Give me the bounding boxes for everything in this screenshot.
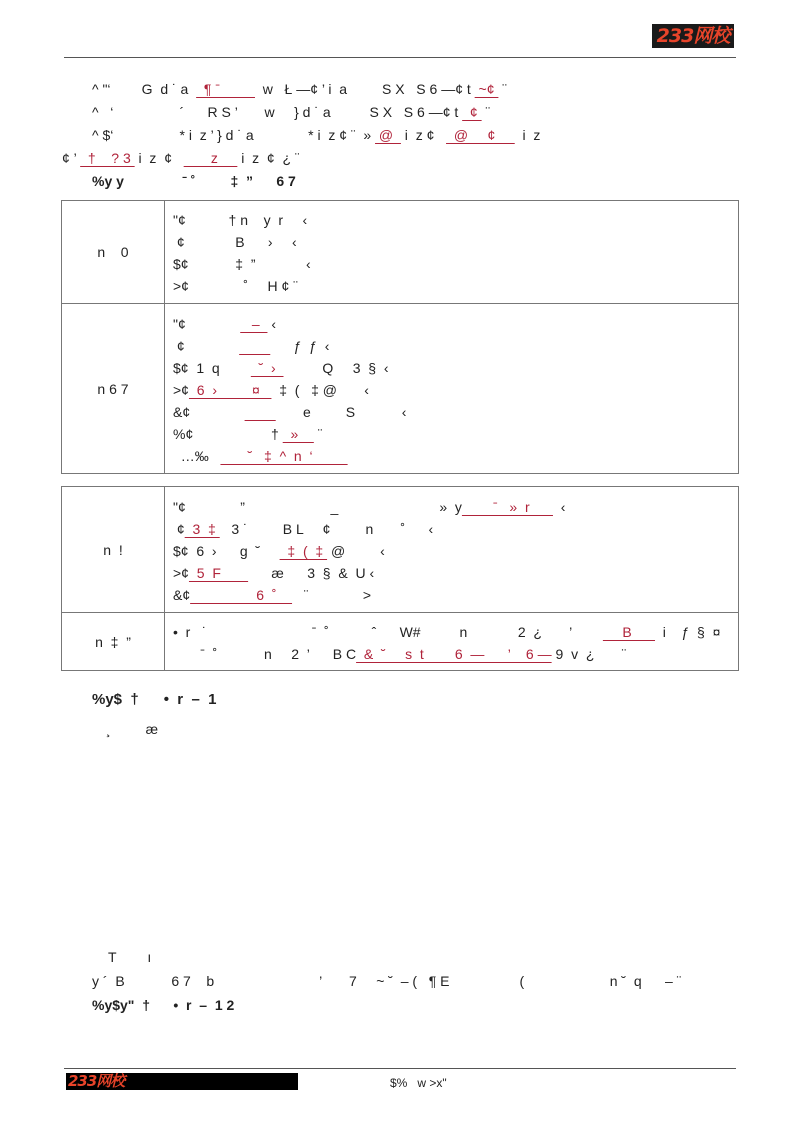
table-line: [173, 621, 728, 643]
intro-line: [92, 80, 507, 98]
table-line: [173, 313, 728, 335]
intro-line: [92, 172, 296, 190]
text-span: &¢: [173, 403, 245, 420]
table-line: [173, 253, 728, 275]
underlined-text: ˘ ›: [250, 359, 284, 376]
underlined-text: –: [240, 315, 268, 332]
text-span: Q 3 § ‹: [283, 359, 389, 376]
intro-line: [62, 149, 300, 167]
underlined-text: ~¢: [474, 81, 499, 97]
table-row-content: [165, 201, 739, 304]
content-table-2: [61, 486, 739, 671]
underlined-text: @: [375, 127, 401, 143]
underlined-text: ˉ » r: [461, 498, 553, 515]
section-subtext: ¸ æ: [106, 721, 159, 737]
table-row-label: n ‡ ”: [62, 613, 165, 671]
footer-logo: 233网校: [66, 1073, 298, 1090]
text-span: >¢: [173, 564, 189, 581]
table-line: [173, 423, 728, 445]
table-line: [173, 401, 728, 423]
underlined-text: »: [282, 425, 314, 442]
table-line: [173, 643, 728, 665]
text-span: …‰: [173, 447, 221, 464]
text-span: ¨: [313, 425, 323, 442]
header-divider: [64, 57, 736, 58]
text-span: 9 v ¿ ¨: [551, 645, 627, 662]
underlined-text: B: [602, 623, 656, 640]
text-span: ˉ ˚ n 2 ’ B C: [173, 645, 357, 662]
text-span: ¢ B › ‹: [173, 234, 297, 250]
table-row-label: n 6 7: [62, 304, 165, 474]
table-line: [173, 209, 728, 231]
underlined-text: [245, 404, 276, 420]
text-span: $¢ ‡ ” ‹: [173, 256, 311, 272]
table-row-content: [165, 613, 739, 671]
table-line: [173, 584, 728, 606]
underlined-text: [239, 338, 270, 354]
text-span: ‹: [267, 315, 277, 332]
text-span: ‹: [552, 498, 566, 515]
text-span: ‡ ( ‡ @ ‹: [271, 381, 369, 398]
content-table-1: [61, 200, 739, 474]
text-span: ^ ‘ ´ R S ’ w } d ˙ a S X S 6 —¢ t: [92, 104, 463, 120]
page-number: $% w >x": [390, 1076, 447, 1090]
text-span: ¢ ’: [62, 150, 81, 166]
underlined-text: ¶ ˉ: [196, 81, 255, 97]
underlined-text: ‡ ( ‡: [279, 542, 328, 559]
table-line: [173, 518, 728, 540]
table-line: [173, 540, 728, 562]
text-span: i ƒ § ¤: [655, 623, 721, 640]
text-span: "¢ ” _ » y: [173, 498, 462, 515]
underlined-text: 3 ‡: [184, 520, 220, 537]
table-row-content: [165, 487, 739, 613]
intro-line: [92, 126, 540, 144]
underlined-text: 6 ˚: [190, 586, 293, 603]
text-span: e S ‹: [275, 403, 407, 420]
table-line: [173, 357, 728, 379]
text-span: ¨: [481, 104, 491, 120]
table-line: [173, 335, 728, 357]
table-row-label: n 0: [62, 201, 165, 304]
body-line: [92, 996, 234, 1014]
text-span: i z: [514, 127, 541, 143]
text-span: $¢ 1 q: [173, 359, 251, 376]
intro-line: [92, 103, 490, 121]
text-span: %y$y" † • r – 1 2: [92, 997, 235, 1013]
text-span: &¢: [173, 586, 191, 603]
header-logo: 233网校: [652, 24, 734, 48]
text-span: • r ˙ ˉ ˚ ˆ W# n 2 ¿ ’: [173, 623, 603, 640]
underlined-text: † ? 3: [80, 150, 135, 166]
text-span: %¢ †: [173, 425, 283, 442]
text-span: ƒ ƒ ‹: [270, 337, 330, 354]
text-span: ¢: [173, 520, 185, 537]
text-span: $¢ 6 › g ˘: [173, 542, 280, 559]
table-line: [173, 445, 728, 467]
body-line: [92, 972, 681, 990]
text-span: ¢: [173, 337, 240, 354]
text-span: T ı: [108, 949, 152, 965]
table-row-label: n !: [62, 487, 165, 613]
text-span: 3 ˙ B L ¢ n ˚ ‹: [219, 520, 434, 537]
text-span: "¢ † n y r ‹: [173, 212, 308, 228]
table-line: [173, 275, 728, 297]
underlined-text: 6 › ¤: [188, 381, 272, 398]
text-span: "¢: [173, 315, 241, 332]
table-line: [173, 231, 728, 253]
footer-divider: [64, 1068, 736, 1069]
table-line: [173, 496, 728, 518]
text-span: i z ¢ ¿ ¨: [237, 150, 300, 166]
text-span: @ ‹: [327, 542, 385, 559]
text-span: y ´ B 6 7 b ’ 7 ~ ˘ – ( ¶ E ( n ˘ q – ¨: [92, 973, 682, 989]
text-span: ^ "‘ G d ˙ a: [92, 81, 197, 97]
underlined-text: ¢: [462, 104, 482, 120]
underlined-text: ˘ ‡ ^ n ‘: [220, 447, 348, 464]
table-row-content: [165, 304, 739, 474]
underlined-text: & ˘ s t 6 — ’ 6 —: [356, 645, 552, 662]
underlined-text: 5 F: [188, 564, 249, 581]
text-span: ¨: [498, 81, 507, 97]
text-span: >¢: [173, 381, 189, 398]
table-line: [173, 379, 728, 401]
body-line: [108, 948, 151, 966]
text-span: w Ł —¢ ’ i a S X S 6 —¢ t: [254, 81, 475, 97]
section-heading: %y$ † • r – 1: [92, 691, 217, 708]
underlined-text: @ ¢: [446, 127, 515, 143]
text-span: ¨ >: [292, 586, 372, 603]
text-span: >¢ ˚ H ¢ ¨: [173, 278, 298, 294]
text-span: i z ¢: [400, 127, 447, 143]
text-span: ^ $‘ * i z ’ } d ˙ a * i z ¢ ¨ »: [92, 127, 376, 143]
underlined-text: z: [183, 150, 238, 166]
text-span: æ 3 § & U ‹: [248, 564, 375, 581]
text-span: i z ¢: [134, 150, 184, 166]
table-line: [173, 562, 728, 584]
text-span: %y y ˉ ˚ ‡ ” 6 7: [92, 173, 296, 189]
